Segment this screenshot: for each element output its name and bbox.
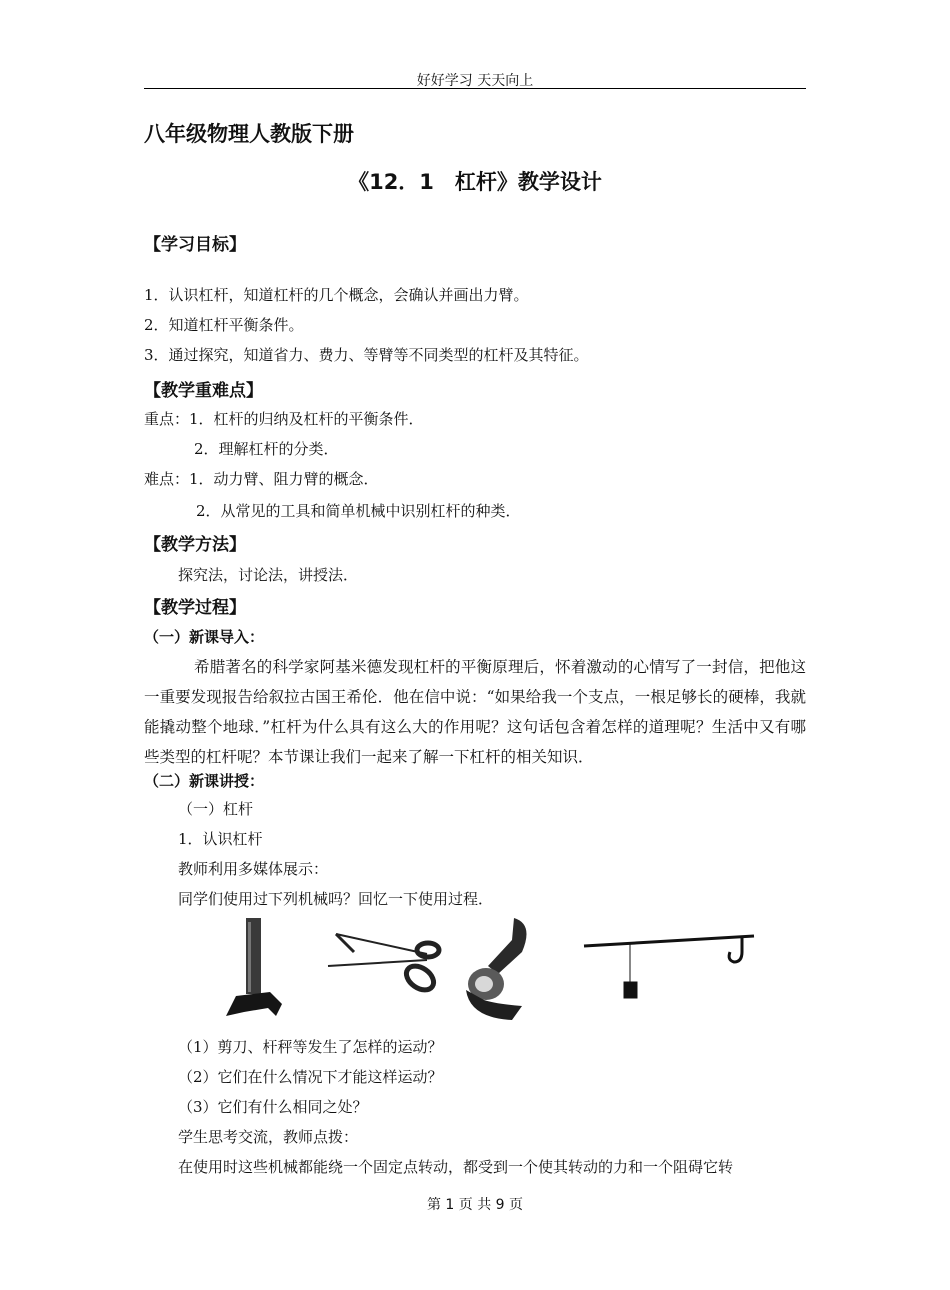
question-1: （1）剪刀、杆秤等发生了怎样的运动？ [178,1038,443,1056]
question-3: （3）它们有什么相同之处？ [178,1098,368,1116]
steelyard-icon [584,936,754,998]
methods-text: 探究法，讨论法，讲授法． [178,566,359,584]
header-rule [144,88,806,89]
student-discussion-line: 学生思考交流，教师点拨： [178,1128,359,1146]
teacher-show-line: 教师利用多媒体展示： [178,860,329,878]
page-header: 好好学习 天天向上 [416,73,534,89]
key-point-2: 2．理解杠杆的分类． [194,440,339,458]
document-title: 《12．1 杠杆》教学设计 [348,170,602,194]
difficult-point-1: 难点：1．动力臂、阻力臂的概念． [144,470,379,488]
part1-heading: （一）新课导入： [144,628,265,646]
hammer-icon [226,918,282,1016]
key-point-1: 重点：1．杠杆的归纳及杠杆的平衡条件． [144,410,424,428]
subheading-lever: （一）杠杆 [178,800,254,818]
section-objectives: 【学习目标】 [144,235,246,255]
intro-paragraph: 希腊著名的科学家阿基米德发现杠杆的平衡原理后，怀着激动的心情写了一封信，把他这一重要发现报告给叙拉古国王希伦．他在信中说：“如果给我一个支点，一根足够长的硬棒，我就能撬动整个地球．”杠杆为什么具有这么大的作用呢？这句话包含着怎样的道理呢？生活中又有哪些类型的杠杆呢？本节课让我们一起来了解一下杠杆的相关知识． [144,658,806,766]
subheading-know-lever: 1．认识杠杆 [178,830,263,848]
question-intro-line: 同学们使用过下列机械吗？回忆一下使用过程． [178,890,494,908]
scissors-icon [328,934,439,995]
tools-figure [222,912,762,1024]
page-footer: 第 1 页 共 9 页 [426,1197,524,1213]
objective-1: 1．认识杠杆，知道杠杆的几个概念，会确认并画出力臂。 [144,286,529,304]
hand-tool-icon [466,918,527,1020]
difficult-point-2: 2．从常见的工具和简单机械中识别杠杆的种类． [196,502,521,520]
summary-line: 在使用时这些机械都能绕一个固定点转动，都受到一个使其转动的力和一个阻碍它转 [178,1158,734,1176]
objective-3: 3．通过探究，知道省力、费力、等臂等不同类型的杠杆及其特征。 [144,346,589,364]
part2-heading: （二）新课讲授： [144,772,265,790]
question-2: （2）它们在什么情况下才能这样运动？ [178,1068,443,1086]
grade-title: 八年级物理人教版下册 [144,122,354,146]
section-key-points: 【教学重难点】 [144,381,263,401]
section-methods: 【教学方法】 [144,535,246,555]
section-process: 【教学过程】 [144,598,246,618]
objective-2: 2．知道杠杆平衡条件。 [144,316,304,334]
